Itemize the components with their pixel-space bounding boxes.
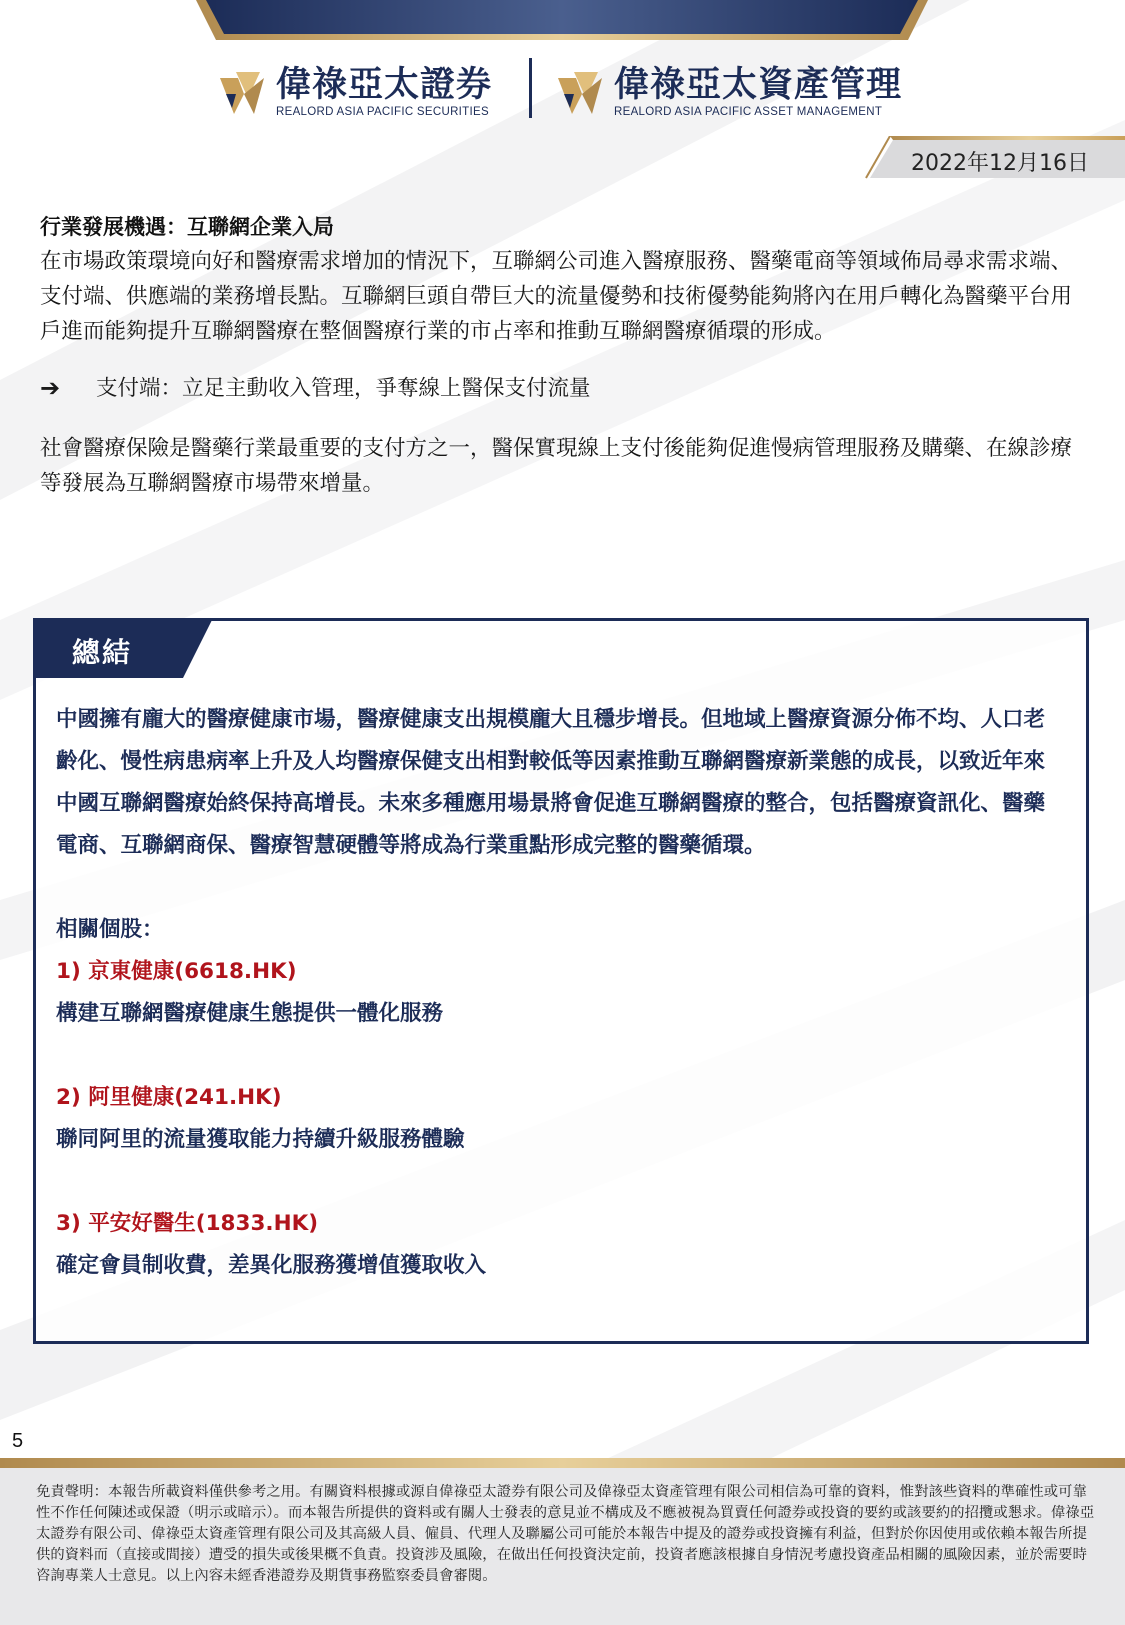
- stock-name: 1) 京東健康(6618.HK): [56, 959, 297, 984]
- brand-divider: [529, 58, 532, 118]
- brand-left-cn: 偉祿亞太證券: [276, 65, 493, 105]
- summary-box: [33, 618, 1089, 1344]
- bullet-item: [40, 371, 1090, 406]
- page-number: 5: [12, 1430, 24, 1452]
- brand-securities: [214, 64, 492, 120]
- bullet-text: 支付端：立足主動收入管理，爭奪線上醫保支付流量: [96, 376, 591, 401]
- brand-right-en: REALORD ASIA PACIFIC ASSET MANAGEMENT: [614, 106, 883, 118]
- disclaimer-text: 免責聲明：本報告所載資料僅供參考之用。有關資料根據或源自偉祿亞太證券有限公司及偉祿亞太資產管理有限公司相信為可靠的資料，惟對該些資料的準確性或可靠性不作任何陳述或保證（明示或暗示）。而本報告所提供的資料或有關人士發表的意見並不構成及不應被視為買賣任何證券或投資的要約或該要約的招攬或懇求。偉祿亞太證券有限公司、偉祿亞太資產管理有限公司及其高級人員、僱員、代理人及聯屬公司可能於本報告中提及的證券或投資擁有利益，但對於你因使用或依賴本報告所提供的資料而（直接或間接）遭受的損失或後果概不負責。投資涉及風險，在做出任何投資決定前，投資者應該根據自身情況考慮投資產品相關的風險因素，並於需要時咨詢專業人士意見。以上內容未經香港證券及期貨事務監察委員會審閱。: [36, 1484, 1095, 1584]
- summary-title: 總結: [72, 636, 133, 669]
- arrow-right-icon: ➔: [40, 374, 61, 402]
- brand-right-cn: 偉祿亞太資產管理: [614, 65, 903, 105]
- related-stocks-title: 相關個股：: [56, 917, 164, 942]
- footer-gold-line: [0, 1458, 1125, 1468]
- header: [0, 50, 1125, 130]
- section-title: 行業發展機遇：互聯網企業入局: [40, 215, 334, 239]
- report-date: 2022年12月16日: [911, 151, 1089, 176]
- section-paragraph: 在市場政策環境向好和醫療需求增加的情況下，互聯網公司進入醫療服務、醫藥電商等領域佈局尋求需求端、支付端、供應端的業務增長點。互聯網巨頭自帶巨大的流量優勢和技術優勢能夠將內在用戶轉化為醫藥平台用戶進而能夠提升互聯網醫療在整個醫療行業的市占率和推動互聯網醫療循環的形成。: [40, 249, 1073, 344]
- stock-item: [56, 1077, 1056, 1161]
- stock-name: 3) 平安好醫生(1833.HK): [56, 1211, 319, 1236]
- summary-body: [56, 699, 1056, 1287]
- realord-logo-icon: [214, 64, 270, 120]
- stock-item: [56, 1203, 1056, 1287]
- summary-paragraph: 中國擁有龐大的醫療健康市場，醫療健康支出規模龐大且穩步增長。但地域上醫療資源分佈不均、人口老齡化、慢性病患病率上升及人均醫療保健支出相對較低等因素推動互聯網醫療新業態的成長，以致近年來中國互聯網醫療始終保持高增長。未來多種應用場景將會促進互聯網醫療的整合，包括醫療資訊化、醫藥電商、互聯網商保、醫療智慧硬體等將成為行業重點形成完整的醫藥循環。: [56, 707, 1046, 858]
- top-banner-tab: [0, 0, 1125, 40]
- stock-item: [56, 951, 1056, 1035]
- brand-left-en: REALORD ASIA PACIFIC SECURITIES: [276, 106, 489, 118]
- footer: [0, 1468, 1125, 1625]
- section-paragraph-2: 社會醫療保險是醫藥行業最重要的支付方之一，醫保實現線上支付後能夠促進慢病管理服務及購藥、在線診療等發展為互聯網醫療市場帶來增量。: [40, 436, 1073, 496]
- brand-asset-management: [552, 64, 902, 120]
- stock-description: 構建互聯網醫療健康生態提供一體化服務: [56, 1001, 444, 1026]
- stock-name: 2) 阿里健康(241.HK): [56, 1085, 282, 1110]
- stock-description: 聯同阿里的流量獲取能力持續升級服務體驗: [56, 1127, 465, 1152]
- stock-description: 確定會員制收費，差異化服務獲增值獲取收入: [56, 1253, 487, 1278]
- main-content: [40, 210, 1090, 501]
- realord-logo-icon: [552, 64, 608, 120]
